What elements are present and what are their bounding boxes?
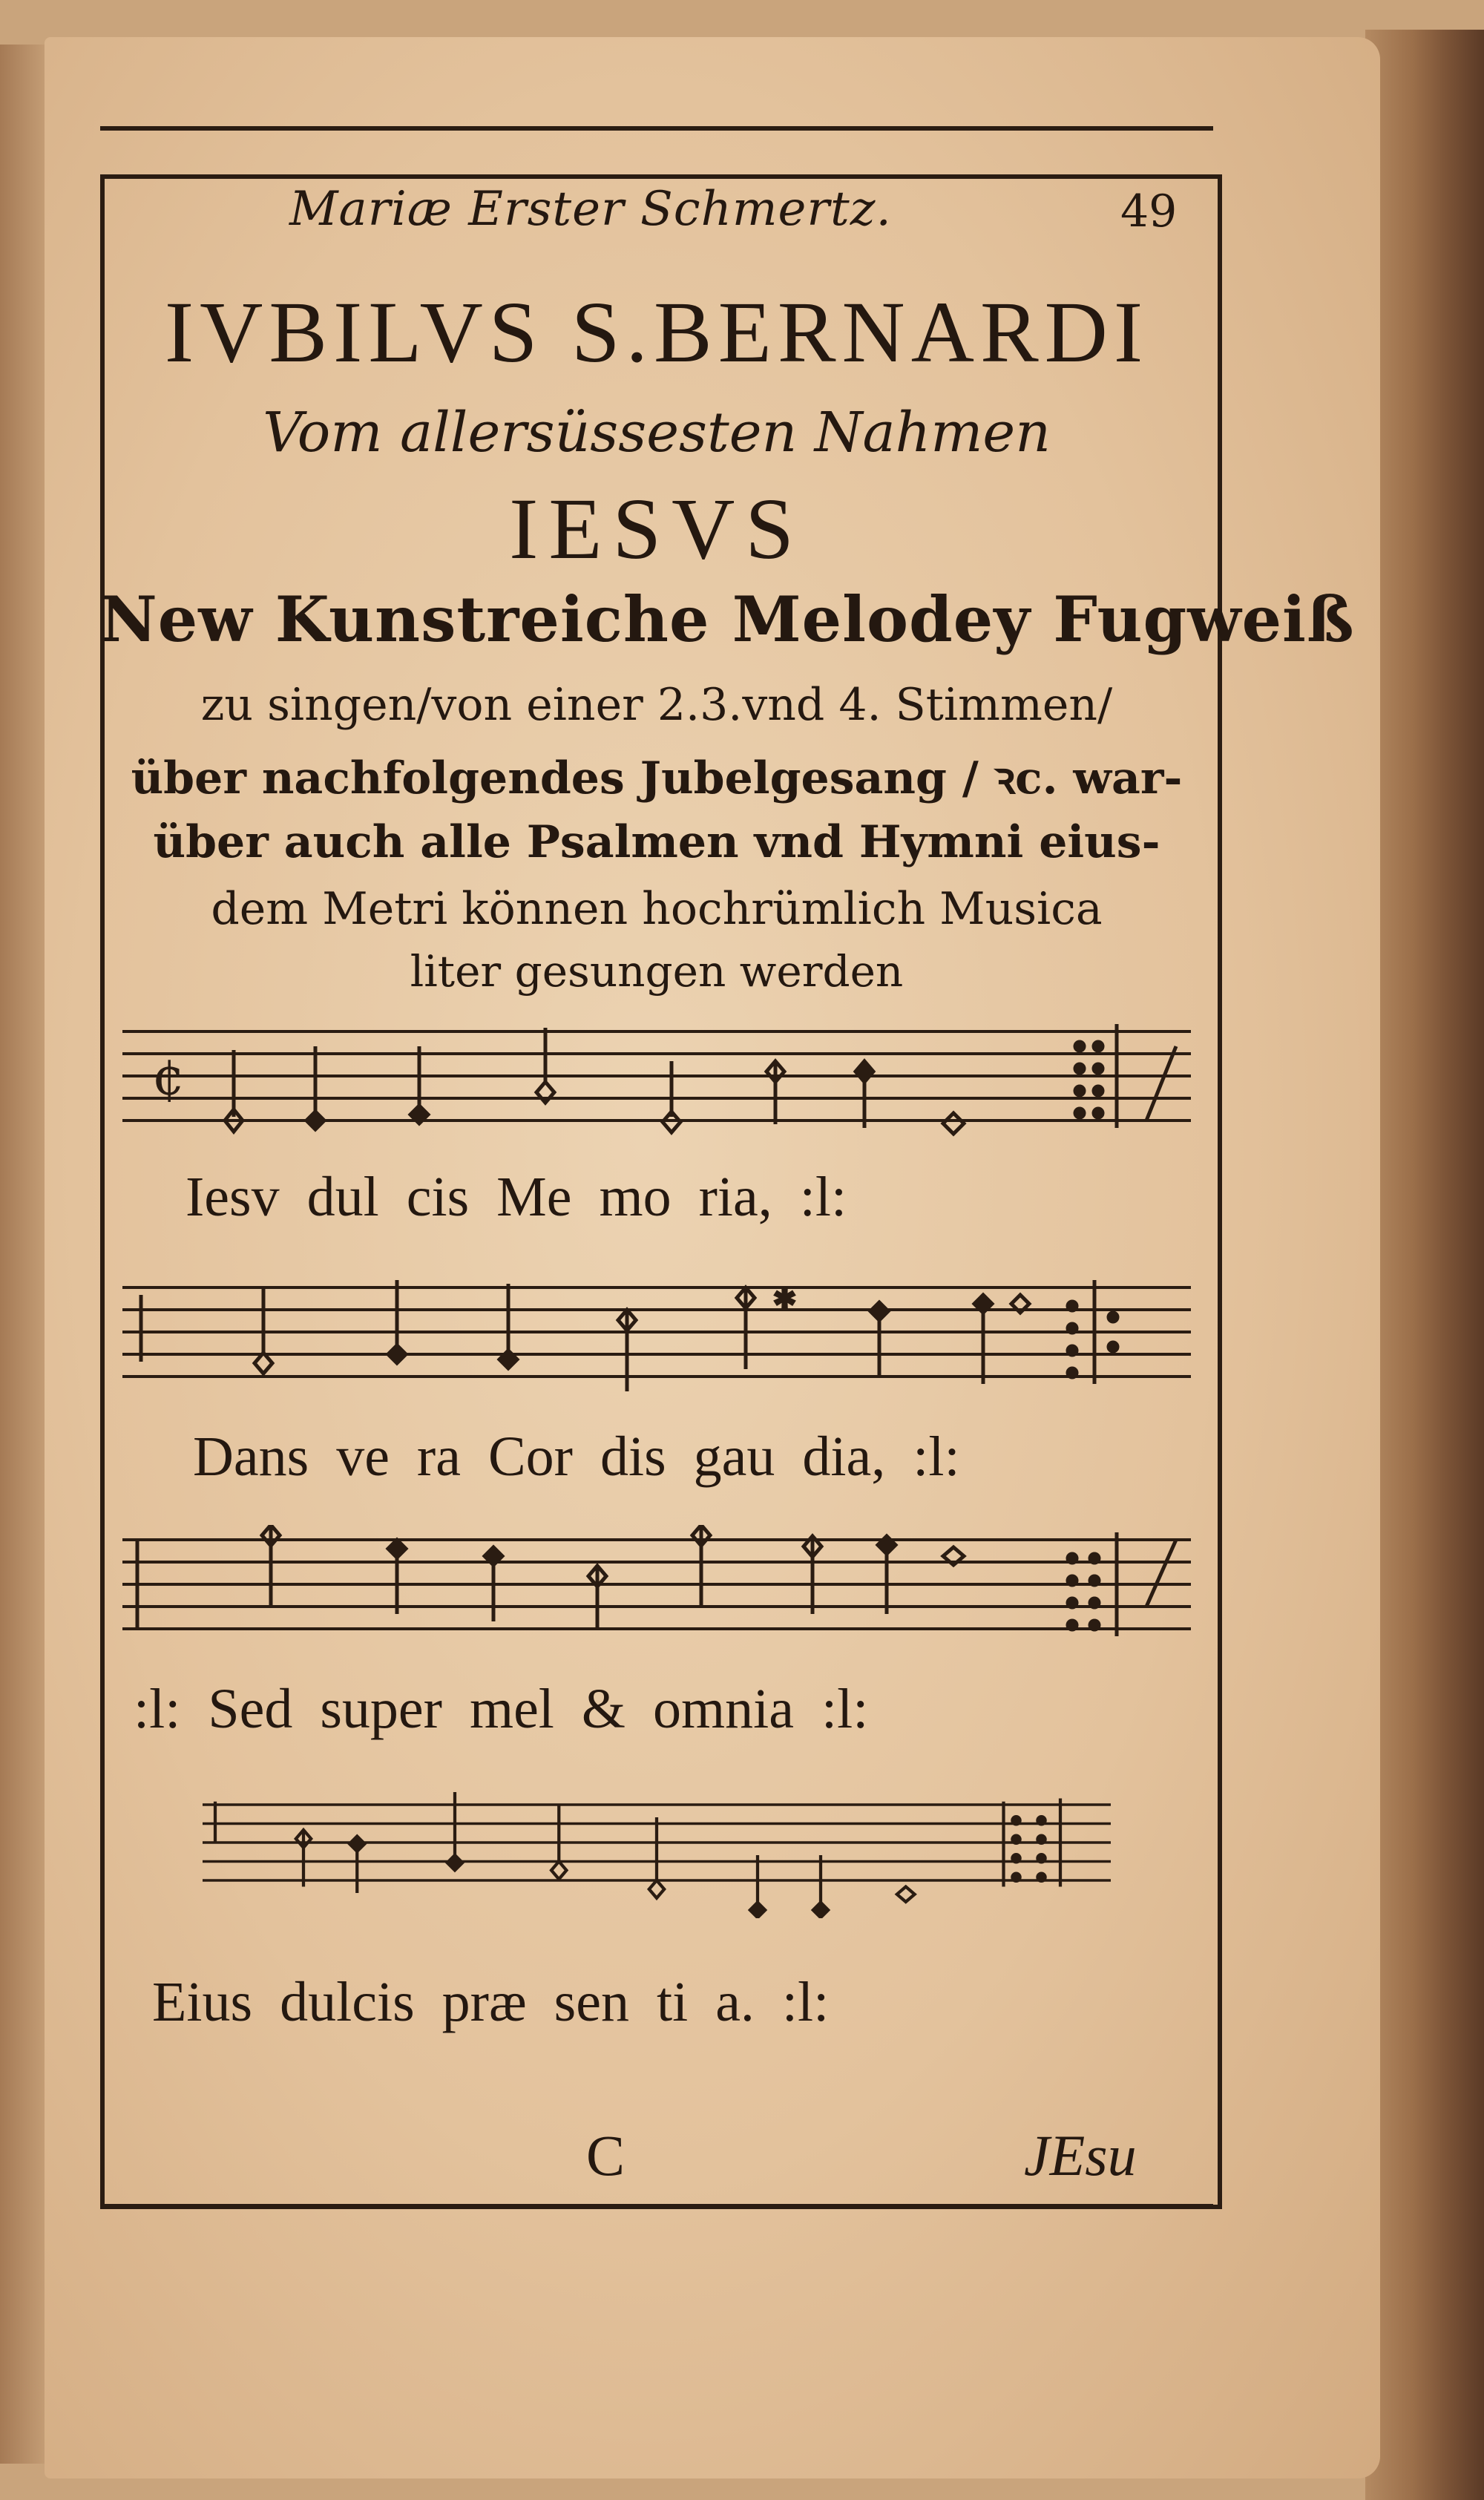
title-iesus: IESVS (509, 480, 804, 577)
catchword-signature: C (586, 2123, 626, 2188)
title-jubilus: IVBILVS S.BERNARDI (164, 283, 1149, 381)
page-number: 49 (1120, 186, 1178, 237)
music-staff-3 (122, 1525, 1191, 1651)
music-staff-2 (122, 1273, 1191, 1399)
music-staff-1 (122, 1017, 1191, 1143)
catchword: JEsu (1024, 2123, 1137, 2188)
bottom-rule (100, 2204, 1213, 2208)
running-head: Mariæ Erster Schmertz. (289, 182, 892, 237)
description-line-2: über nachfolgendes Jubelgesang / ꝛc. war- (131, 752, 1183, 804)
title-subtitle: Vom allersüssesten Nahmen (263, 401, 1051, 465)
svg-text:¢: ¢ (152, 1046, 186, 1107)
lyrics-line-4: Eius dulcis præ sen ti a. :l: (152, 1971, 830, 2033)
svg-text:*: * (775, 1283, 794, 1326)
book-page-edges (1365, 30, 1484, 2500)
lyrics-line-1: Iesv dul cis Me mo ria, :l: (186, 1166, 847, 1228)
description-line-1: zu singen/von einer 2.3.vnd 4. Stimmen/ (200, 679, 1113, 731)
description-line-4: dem Metri können hochrümlich Musica (211, 883, 1103, 935)
top-rule (100, 126, 1213, 131)
lyrics-line-2: Dans ve ra Cor dis gau dia, :l: (193, 1425, 960, 1488)
title-melody: New Kunstreiche Melodey Fugweiß (100, 583, 1355, 656)
description-line-5: liter gesungen werden (410, 946, 904, 997)
lyrics-line-3: :l: Sed super mel & omnia :l: (134, 1678, 869, 1740)
music-staff-4 (122, 1792, 1191, 1918)
book-page (45, 37, 1380, 2478)
description-line-3: über auch alle Psalmen vnd Hymni eius- (153, 816, 1160, 868)
